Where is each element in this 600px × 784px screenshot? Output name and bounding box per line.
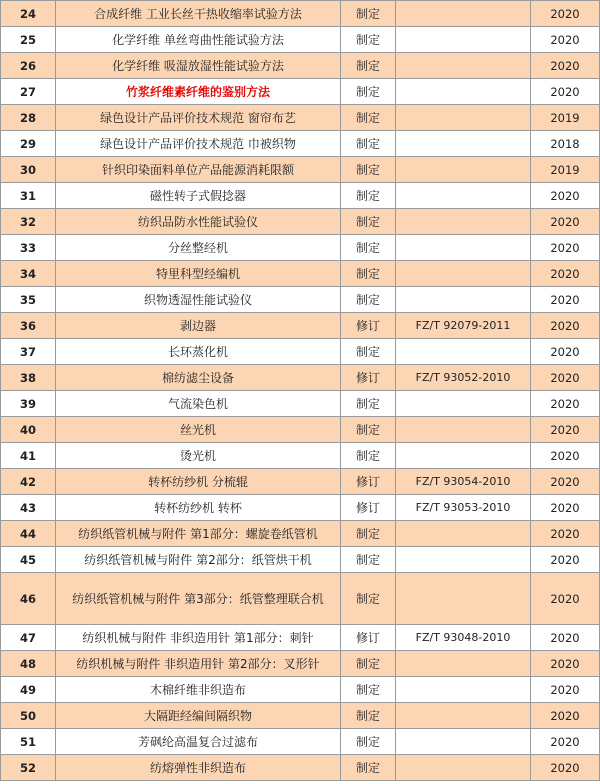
standard-title: 纺织纸管机械与附件 第3部分：纸管整理联合机: [56, 573, 341, 625]
project-type: 修订: [341, 469, 396, 495]
row-number: 39: [1, 391, 56, 417]
standard-title: 绿色设计产品评价技术规范 窗帘布艺: [56, 105, 341, 131]
project-type: 制定: [341, 573, 396, 625]
standard-title: 丝光机: [56, 417, 341, 443]
project-type: 制定: [341, 1, 396, 27]
standard-title: 纺织纸管机械与附件 第2部分：纸管烘干机: [56, 547, 341, 573]
plan-year: 2020: [531, 287, 600, 313]
standard-title: 大隔距经编间隔织物: [56, 703, 341, 729]
standard-title: 转杯纺纱机 转杯: [56, 495, 341, 521]
row-number: 50: [1, 703, 56, 729]
plan-year: 2020: [531, 521, 600, 547]
replaced-standard: [396, 261, 531, 287]
row-number: 43: [1, 495, 56, 521]
plan-year: 2020: [531, 53, 600, 79]
standard-title: 化学纤维 单丝弯曲性能试验方法: [56, 27, 341, 53]
standard-title: 合成纤维 工业长丝干热收缩率试验方法: [56, 1, 341, 27]
replaced-standard: [396, 391, 531, 417]
standard-title: 纺织机械与附件 非织造用针 第2部分：叉形针: [56, 651, 341, 677]
project-type: 制定: [341, 417, 396, 443]
project-type: 修订: [341, 365, 396, 391]
row-number: 44: [1, 521, 56, 547]
project-type: 制定: [341, 443, 396, 469]
replaced-standard: [396, 651, 531, 677]
project-type: 制定: [341, 261, 396, 287]
highlighted-title-text: 竹浆纤维素纤维的鉴别方法: [125, 84, 270, 99]
plan-year: 2020: [531, 183, 600, 209]
row-number: 31: [1, 183, 56, 209]
row-number: 36: [1, 313, 56, 339]
plan-year: 2020: [531, 417, 600, 443]
standard-title: 纺织纸管机械与附件 第1部分：螺旋卷纸管机: [56, 521, 341, 547]
row-number: 46: [1, 573, 56, 625]
replaced-standard: [396, 27, 531, 53]
row-number: 24: [1, 1, 56, 27]
standard-title: 芳砜纶高温复合过滤布: [56, 729, 341, 755]
replaced-standard: FZ/T 93054-2010: [396, 469, 531, 495]
replaced-standard: [396, 729, 531, 755]
standard-title: 烫光机: [56, 443, 341, 469]
project-type: 制定: [341, 183, 396, 209]
row-number: 52: [1, 755, 56, 781]
replaced-standard: [396, 53, 531, 79]
project-type: 制定: [341, 339, 396, 365]
plan-year: 2020: [531, 235, 600, 261]
plan-year: 2020: [531, 313, 600, 339]
plan-year: 2020: [531, 729, 600, 755]
project-type: 制定: [341, 157, 396, 183]
project-type: 制定: [341, 209, 396, 235]
replaced-standard: [396, 547, 531, 573]
row-number: 41: [1, 443, 56, 469]
replaced-standard: [396, 573, 531, 625]
row-number: 29: [1, 131, 56, 157]
project-type: 制定: [341, 27, 396, 53]
row-number: 30: [1, 157, 56, 183]
plan-year: 2020: [531, 651, 600, 677]
standard-title: 转杯纺纱机 分梳辊: [56, 469, 341, 495]
replaced-standard: FZ/T 92079-2011: [396, 313, 531, 339]
plan-year: 2020: [531, 391, 600, 417]
plan-year: 2020: [531, 209, 600, 235]
project-type: 修订: [341, 625, 396, 651]
replaced-standard: [396, 417, 531, 443]
standard-title-highlighted: [56, 79, 341, 105]
replaced-standard: [396, 157, 531, 183]
project-type: 制定: [341, 521, 396, 547]
standard-title: 分丝整经机: [56, 235, 341, 261]
standard-title: 气流染色机: [56, 391, 341, 417]
project-type: 制定: [341, 651, 396, 677]
project-type: 制定: [341, 79, 396, 105]
project-type: 修订: [341, 313, 396, 339]
project-type: 修订: [341, 495, 396, 521]
project-type: 制定: [341, 235, 396, 261]
row-number: 33: [1, 235, 56, 261]
plan-year: 2020: [531, 547, 600, 573]
project-type: 制定: [341, 677, 396, 703]
standard-title: 棉纺滤尘设备: [56, 365, 341, 391]
replaced-standard: [396, 755, 531, 781]
project-type: 制定: [341, 755, 396, 781]
plan-year: 2020: [531, 443, 600, 469]
row-number: 47: [1, 625, 56, 651]
row-number: 32: [1, 209, 56, 235]
row-number: 35: [1, 287, 56, 313]
standard-title: 纺熔弹性非织造布: [56, 755, 341, 781]
replaced-standard: FZ/T 93053-2010: [396, 495, 531, 521]
plan-year: 2020: [531, 703, 600, 729]
row-number: 49: [1, 677, 56, 703]
replaced-standard: [396, 79, 531, 105]
replaced-standard: [396, 1, 531, 27]
plan-year: 2020: [531, 755, 600, 781]
standard-title: 磁性转子式假捻器: [56, 183, 341, 209]
project-type: 制定: [341, 391, 396, 417]
table-body: [1, 1, 600, 781]
plan-year: 2020: [531, 27, 600, 53]
project-type: 制定: [341, 131, 396, 157]
standard-title: 针织印染面料单位产品能源消耗限额: [56, 157, 341, 183]
row-number: 34: [1, 261, 56, 287]
row-number: 27: [1, 79, 56, 105]
replaced-standard: [396, 287, 531, 313]
standard-title: 纺织机械与附件 非织造用针 第1部分：刺针: [56, 625, 341, 651]
standard-title: 化学纤维 吸湿放湿性能试验方法: [56, 53, 341, 79]
row-number: 28: [1, 105, 56, 131]
plan-year: 2020: [531, 79, 600, 105]
plan-year: 2020: [531, 573, 600, 625]
standard-title: 木棉纤维非织造布: [56, 677, 341, 703]
plan-year: 2020: [531, 339, 600, 365]
row-number: 40: [1, 417, 56, 443]
replaced-standard: [396, 209, 531, 235]
standard-title: 剥边器: [56, 313, 341, 339]
replaced-standard: [396, 183, 531, 209]
row-number: 25: [1, 27, 56, 53]
replaced-standard: [396, 339, 531, 365]
project-type: 制定: [341, 287, 396, 313]
plan-year: 2019: [531, 157, 600, 183]
plan-year: 2019: [531, 105, 600, 131]
replaced-standard: [396, 131, 531, 157]
standard-title: 特里科型经编机: [56, 261, 341, 287]
replaced-standard: FZ/T 93052-2010: [396, 365, 531, 391]
replaced-standard: FZ/T 93048-2010: [396, 625, 531, 651]
plan-year: 2020: [531, 1, 600, 27]
project-type: 制定: [341, 729, 396, 755]
standard-title: 织物透湿性能试验仪: [56, 287, 341, 313]
standard-title: 长环蒸化机: [56, 339, 341, 365]
plan-year: 2020: [531, 365, 600, 391]
row-number: 48: [1, 651, 56, 677]
replaced-standard: [396, 521, 531, 547]
row-number: 26: [1, 53, 56, 79]
project-type: 制定: [341, 703, 396, 729]
project-type: 制定: [341, 53, 396, 79]
plan-year: 2018: [531, 131, 600, 157]
row-number: 42: [1, 469, 56, 495]
replaced-standard: [396, 105, 531, 131]
plan-year: 2020: [531, 469, 600, 495]
replaced-standard: [396, 443, 531, 469]
row-number: 45: [1, 547, 56, 573]
replaced-standard: [396, 677, 531, 703]
plan-year: 2020: [531, 677, 600, 703]
plan-year: 2020: [531, 625, 600, 651]
row-number: 37: [1, 339, 56, 365]
standard-title: 纺织品防水性能试验仪: [56, 209, 341, 235]
replaced-standard: [396, 235, 531, 261]
replaced-standard: [396, 703, 531, 729]
plan-year: 2020: [531, 495, 600, 521]
row-number: 38: [1, 365, 56, 391]
project-type: 制定: [341, 105, 396, 131]
standard-title: 绿色设计产品评价技术规范 巾被织物: [56, 131, 341, 157]
project-type: 制定: [341, 547, 396, 573]
row-number: 51: [1, 729, 56, 755]
plan-year: 2020: [531, 261, 600, 287]
